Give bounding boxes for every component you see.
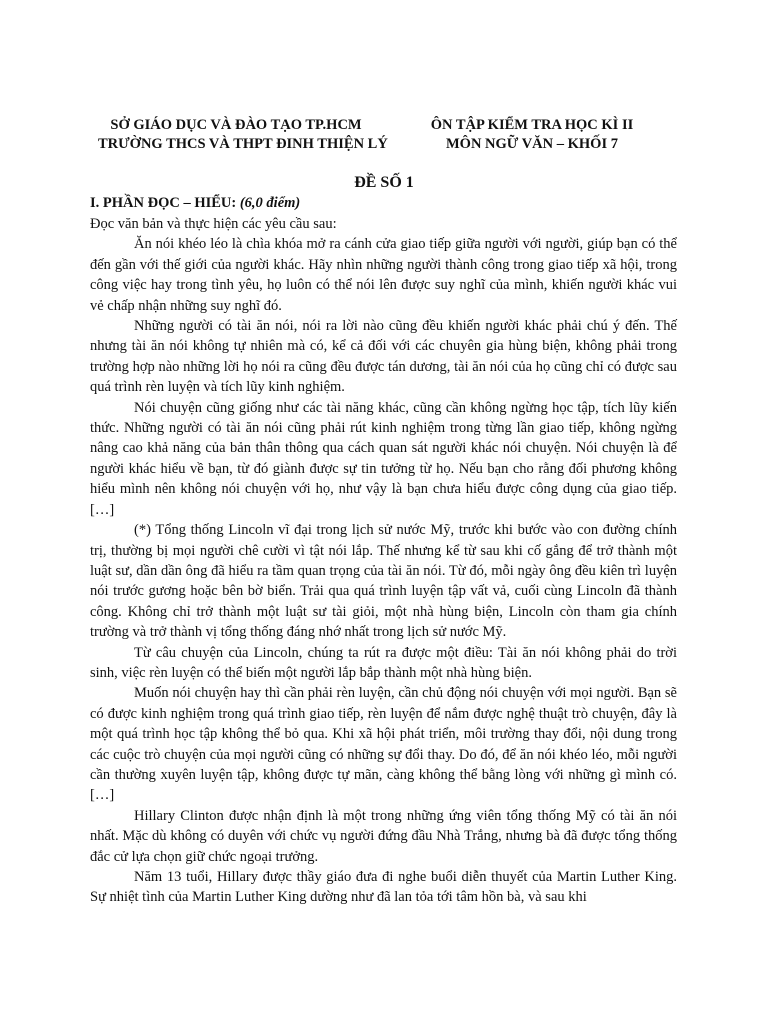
paragraph: Từ câu chuyện của Lincoln, chúng ta rút ra được một điều: Tài ăn nói không phải do trời sinh, việc rèn luyện có thể biến một người lắp bắp thành một nhà hùng biện. <box>90 644 677 681</box>
paragraph: Muốn nói chuyện hay thì cần phải rèn luyện, cần chủ động nói chuyện với mọi người. Bạn sẽ có được kinh nghiệm trong quá trình giao tiếp, rèn luyện để nắm được nghệ thuật trò chuyện, đây là một quá trình học tập không thể bỏ qua. Khi xã hội phát triển, môi trường thay đổi, nội dung trong các cuộc trò chuyện của mọi người cũng có những sự đổi thay. Do đó, để ăn nói khéo léo, mỗi người cần thường xuyên luyện tập, không được tự mãn, càng không thể bằng lòng với những gì mình có. […] <box>90 685 677 804</box>
section-points: (6,0 điểm) <box>239 195 301 211</box>
paragraph: Hillary Clinton được nhận định là một trong những ứng viên tổng thống Mỹ có tài ăn nói nhất. Mặc dù không có duyên với chức vụ người đứng đầu Nhà Trắng, nhưng bà đã được tổng thống đắc cử lựa chọn giữ chức ngoại trưởng. <box>90 807 677 865</box>
subject-name: MÔN NGỮ VĂN – KHỐI 7 <box>446 136 618 152</box>
school-name: TRƯỜNG THCS VÀ THPT ĐINH THIỆN LÝ <box>98 136 388 152</box>
paragraph: Ăn nói khéo léo là chìa khóa mở ra cánh cửa giao tiếp giữa người với người, giúp bạn có thể đến gần với thế giới của người khác. Hãy nhìn những người thành công trong giao tiếp xã hội, trong công việc hay trong tình yêu, họ luôn có thể nói lên được suy nghĩ của mình, khiến người khác vui vẻ chấp nhận những suy nghĩ đó. <box>90 236 677 314</box>
instruction: Đọc văn bản và thực hiện các yêu cầu sau: <box>90 216 337 232</box>
reading-passage <box>90 214 677 908</box>
paragraph: (*) Tổng thống Lincoln vĩ đại trong lịch sử nước Mỹ, trước khi bước vào con đường chính trị, thường bị mọi người chê cười vì tật nói lắp. Thế nhưng kể từ sau khi cố gắng để trở thành một luật sư, dần dần ông đã hiểu ra tầm quan trọng của tài ăn nói. Từ đó, mỗi ngày ông đều kiên trì luyện nói trước gương hoặc bên bờ biển. Trải qua quá trình luyện tập vất vả, cuối cùng Lincoln đã thành công. Không chỉ trở thành một luật sư tài giỏi, một nhà hùng biện, Lincoln còn tham gia chính trường và trở thành vị tổng thống đáng nhớ nhất trong lịch sử nước Mỹ. <box>90 522 677 641</box>
exam-header <box>426 116 638 154</box>
paragraph: Những người có tài ăn nói, nói ra lời nào cũng đều khiến người khác phải chú ý đến. Thế nhưng tài ăn nói không tự nhiên mà có, kể cả đối với các chuyên gia hùng biện, không phải trong trường hợp nào những lời họ nói ra cũng đều được tán dương, tài ăn nói của họ cũng chỉ có được sau quá trình rèn luyện và tích lũy kinh nghiệm. <box>90 318 677 396</box>
exam-title: ĐỀ SỐ 1 <box>354 174 414 191</box>
paragraph: Nói chuyện cũng giống như các tài năng khác, cũng cần không ngừng học tập, tích lũy kiến thức. Những người có tài ăn nói cũng phải rút kinh nghiệm trong từng lần giao tiếp, không ngừng nâng cao khả năng của bản thân thông qua cách quan sát người khác nói chuyện. Nói chuyện là để người khác hiểu về bạn, từ đó giành được sự tin tưởng từ họ. Nếu bạn cho rằng đối phương không hiểu mình nên không nói chuyện với họ, như vậy là bạn chưa hiểu được công dụng của giao tiếp. […] <box>90 399 677 518</box>
department-name: SỞ GIÁO DỤC VÀ ĐÀO TẠO TP.HCM <box>110 117 362 133</box>
paragraph: Năm 13 tuổi, Hillary được thầy giáo đưa đi nghe buổi diễn thuyết của Martin Luther King. Sự nhiệt tình của Martin Luther King dường như đã lan tỏa tới tâm hồn bà, và sau khi <box>90 869 677 906</box>
section-heading <box>90 193 300 213</box>
exam-name: ÔN TẬP KIỂM TRA HỌC KÌ II <box>430 117 634 133</box>
school-header <box>98 116 388 154</box>
section-label: I. PHẦN ĐỌC – HIỂU: <box>90 195 240 211</box>
